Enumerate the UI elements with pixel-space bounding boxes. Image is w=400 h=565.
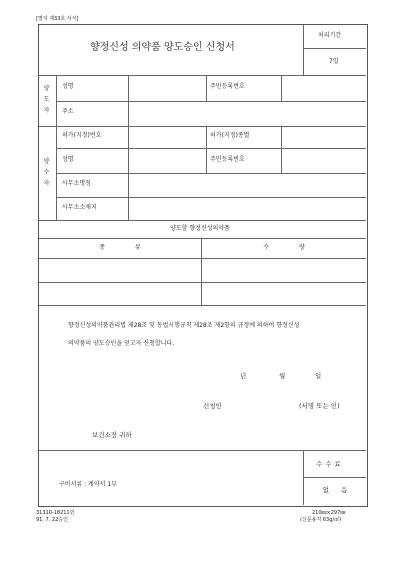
processing-divider [303,25,304,75]
declaration-line-2: 의약품의 양도승인을 얻고자 신청합니다. [68,340,175,347]
drugs-row-rule-1 [39,282,366,283]
party-label-divider [56,76,57,220]
transferee-license-no-label: 허가(지정)번호 [62,132,102,139]
transferor-row-rule [56,101,366,102]
form-frame [38,24,368,507]
processing-period-value: 7일 [329,58,339,65]
fee-divider [303,451,304,505]
paper-size: 210㎜×297㎜ [312,510,346,516]
transferor-label: 양도자 [43,85,50,114]
transferee-bottom-rule [39,220,366,221]
transferor-address-label: 주소 [62,108,74,115]
transferee-license-type-label: 허가(지정)종별 [210,132,250,139]
paper-type: (신문용지 63g/㎡) [300,517,342,523]
transferee-office-name-label: 사무소명칭 [62,180,91,187]
transferee-id-label: 주민등록번호 [210,156,245,163]
fee-rule [304,477,366,478]
drug-quantity-header: 수량 [263,244,335,251]
transferee-office-address-label: 사무소소재지 [62,204,97,211]
approval-date: 91. 7. 22승인 [36,517,68,523]
transferee-field-divider [128,127,129,220]
transferee-mid-divider [206,127,207,173]
drugs-header-rule [39,258,366,259]
date-year-label: 년 [240,372,247,380]
transferor-field-divider [128,76,129,126]
form-code: 31310-18211민 [36,510,75,516]
required-documents: 구비서류 : 계약서 1부 [59,481,117,488]
transferee-name-label: 성명 [62,156,74,163]
transferor-bottom-rule [39,126,366,127]
transferor-name-label: 성명 [62,83,74,90]
drug-type-header: 종류 [99,244,171,251]
drugs-title-rule [39,238,366,239]
fee-label: 수수료 [316,460,344,468]
drugs-row-rule-2 [39,305,366,306]
transferee-rule-2 [56,173,366,174]
addressee-label: 보건소장 귀하 [92,431,132,439]
transferee-rule-1 [56,148,366,149]
processing-period-label: 처리기간 [318,32,342,39]
applicant-label: 신청인 [203,402,222,410]
form-title: 향정신성 의약품 양도승인 신청서 [90,42,235,53]
transferee-id-divider [281,127,282,173]
transferee-rule-3 [56,197,366,198]
transferor-mid-divider [206,76,207,101]
drugs-section-title: 양도할 향정신성의약품 [170,225,230,232]
signature-label: (서명 또는 인) [299,402,340,410]
transferor-id-label: 주민등록번호 [210,83,245,90]
declaration-line-1: 향정신성의약품관리법 제28조 및 동법시행규칙 제28조 제2항의 규정에 의하여 향정신성 [68,322,300,329]
header-bottom-rule [39,75,366,76]
date-day-label: 일 [315,372,322,380]
fee-value: 없음 [322,486,360,494]
declaration-bottom-rule [39,450,366,451]
transferor-id-divider [281,76,282,101]
processing-rule [304,48,366,49]
date-month-label: 월 [279,372,286,380]
form-number: [별지 제33호 서식] [36,16,79,22]
transferee-label: 양수자 [43,158,50,187]
